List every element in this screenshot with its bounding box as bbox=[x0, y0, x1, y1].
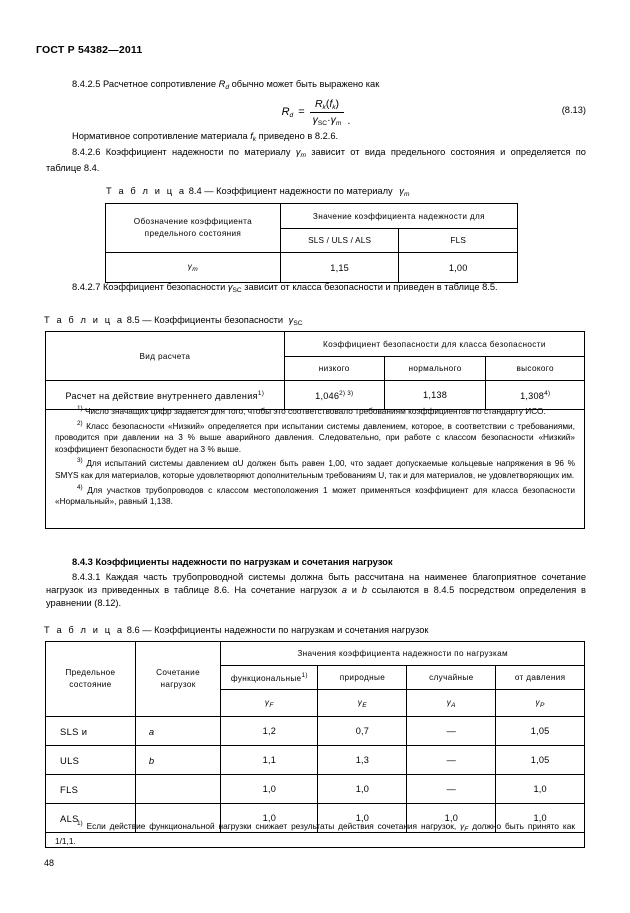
table-8-6-header-combination-line2: нагрузок bbox=[160, 680, 196, 689]
equation-8-13-number: (8.13) bbox=[561, 105, 586, 115]
footnote-2-marker: 2) bbox=[77, 419, 83, 427]
para-8426-prefix: 8.4.2.6 Коэффициент надежности по материалу bbox=[72, 147, 296, 158]
equation-lhs-symbol: R bbox=[281, 105, 290, 118]
table-8-6-row-3-natural: 1,0 bbox=[318, 804, 407, 833]
table-8-5-caption-number: 8.5 bbox=[126, 315, 140, 325]
footnote-3-marker: 3) bbox=[77, 457, 83, 465]
equation-8-13 bbox=[282, 98, 351, 127]
denominator-gamma-1: γ bbox=[312, 113, 318, 126]
footnote-1-marker: 1) bbox=[77, 405, 83, 412]
table-8-6-gamma-p-sub: P bbox=[539, 701, 545, 709]
table-8-6-row-3-pressure: 1,0 bbox=[496, 804, 585, 833]
table-8-6-row-1-natural: 1,3 bbox=[318, 746, 407, 775]
table-8-6-gamma-f: γ bbox=[264, 697, 270, 707]
table-8-5-footnote-3 bbox=[55, 455, 575, 481]
table-8-6-header-accidental: случайные bbox=[407, 666, 496, 690]
table-8-4-header-fls: FLS bbox=[399, 229, 518, 253]
table-8-6-row-2-functional: 1,0 bbox=[221, 775, 318, 804]
para-8426-variable-sub: m bbox=[300, 152, 306, 160]
denominator-gamma-2: γ bbox=[330, 113, 336, 126]
section-heading-8-4-3: 8.4.3 Коэффициенты надежности по нагрузкам и сочетания нагрузок bbox=[72, 556, 393, 567]
table-8-6-footnote-text-part2: должно быть принято как 1/1,1. bbox=[55, 821, 575, 846]
denominator-gamma-2-subscript: m bbox=[335, 119, 342, 127]
table-8-6-caption-dash: — bbox=[142, 625, 152, 635]
paragraph-8-4-2-7-container bbox=[46, 281, 586, 297]
table-8-6 bbox=[45, 641, 585, 833]
equation-fraction bbox=[310, 98, 345, 127]
table-8-4-cell-fls-value: 1,00 bbox=[399, 253, 518, 283]
denominator-gamma-1-subscript: SC bbox=[317, 119, 328, 127]
table-8-4-cell-sls-value: 1,15 bbox=[280, 253, 399, 283]
para-8427-variable: γ bbox=[227, 282, 233, 292]
table-8-5-caption bbox=[44, 315, 302, 327]
para-8425-suffix: обычно может быть выражено как bbox=[228, 79, 380, 89]
equation-lhs-subscript: d bbox=[289, 111, 294, 119]
table-8-5-header-row-1 bbox=[46, 332, 585, 357]
numerator-paren-open: ( bbox=[325, 97, 330, 110]
table-8-6-symbol-natural bbox=[318, 690, 407, 717]
table-8-5-footnote-2 bbox=[55, 418, 575, 456]
table-8-6-caption-label: Т а б л и ц а bbox=[44, 625, 125, 635]
table-8-6-row-3-state: ALS bbox=[46, 804, 136, 833]
table-8-4-gamma-symbol: γ bbox=[187, 262, 193, 271]
table-8-6-row-1-pressure: 1,05 bbox=[496, 746, 585, 775]
footnote-2-text: Класс безопасности «Низкий» определяется при испытании системы давлением, которое, в соответствии с требованиями, проводится при давлении на 3 % выше аварийного давления. Следовательно, при работе с классом безопасности «Низкий» коэффициент безопасности будет на 3 % выше. bbox=[55, 420, 575, 454]
table-8-5-caption-dash: — bbox=[142, 315, 152, 325]
table-8-4-caption-symbol-sub: m bbox=[403, 191, 410, 198]
table-8-4-caption bbox=[106, 186, 409, 198]
table-8-6-row-3-accidental: 1,0 bbox=[407, 804, 496, 833]
table-8-6-header-limit-state-line2: состояние bbox=[69, 680, 112, 689]
table-8-6-gamma-e-sub: E bbox=[362, 701, 367, 709]
table-8-6-caption bbox=[44, 625, 428, 635]
paragraph-8-4-3-1-container bbox=[46, 571, 586, 611]
denominator-multiply-dot: · bbox=[327, 113, 331, 126]
table-8-4-gamma-subscript: m bbox=[192, 266, 199, 273]
table-8-6-row-0-functional: 1,2 bbox=[221, 717, 318, 746]
table-8-5-header-low: низкого bbox=[284, 357, 384, 381]
table-8-5-footnote-1 bbox=[55, 403, 575, 418]
table-8-6-gamma-p: γ bbox=[535, 697, 540, 707]
table-row bbox=[46, 775, 585, 804]
table-8-6-footnote-1 bbox=[55, 818, 575, 847]
table-8-6-gamma-f-sub: F bbox=[269, 701, 274, 709]
document-standard-header: ГОСТ Р 54382—2011 bbox=[36, 44, 143, 56]
table-8-6-row-1-accidental: — bbox=[407, 746, 496, 775]
table-8-6-header-limit-state bbox=[46, 642, 136, 717]
table-8-6-row-0-state: SLS и bbox=[46, 717, 136, 746]
para-8431-combination-b: b bbox=[361, 585, 367, 596]
numerator-arg-symbol: f bbox=[329, 97, 333, 110]
table-8-5-low-value: 1,046 bbox=[315, 390, 340, 401]
para-8426-variable: γ bbox=[295, 147, 301, 158]
numerator-symbol: R bbox=[314, 97, 323, 110]
paragraph-group-8-4-2-6 bbox=[46, 130, 586, 176]
table-8-6-row-2-pressure: 1,0 bbox=[496, 775, 585, 804]
table-8-6-caption-number: 8.6 bbox=[126, 625, 140, 635]
para-8427-suffix: зависит от класса безопасности и приведен в таблице 8.5. bbox=[241, 282, 498, 292]
table-8-6-caption-text: Коэффициенты надежности по нагрузкам и сочетания нагрузок bbox=[154, 625, 429, 635]
para-8426-suffix: зависит от вида предельного состояния и определяется по таблице 8.4. bbox=[46, 147, 586, 174]
table-8-6-symbol-accidental bbox=[407, 690, 496, 717]
para-8431-part2: ссылаются в 8.4.5 посредством определения в уравнении (8.12). bbox=[46, 585, 586, 609]
table-8-4-header-designation-line2: предельного состояния bbox=[144, 229, 242, 238]
table-8-6-row-1-combination: b bbox=[135, 746, 220, 775]
para-8431-combination-a: a bbox=[341, 585, 347, 596]
table-8-6-header-natural: природные bbox=[318, 666, 407, 690]
table-8-4-caption-symbol: γ bbox=[399, 186, 404, 196]
table-8-6-header-limit-state-line1: Предельное bbox=[65, 668, 116, 677]
table-8-6-header-functional-text: функциональные bbox=[230, 674, 302, 683]
table-8-6-row-2-combination bbox=[135, 775, 220, 804]
table-8-4-header-designation-line1: Обозначение коэффициента bbox=[133, 217, 253, 226]
table-8-5-caption-label: Т а б л и ц а bbox=[44, 315, 125, 325]
table-8-6-header-combination bbox=[135, 642, 220, 717]
table-8-5-label-text: Расчет на действие внутреннего давления bbox=[65, 390, 258, 401]
table-8-6-row-2-natural: 1,0 bbox=[318, 775, 407, 804]
para-norm-prefix: Нормативное сопротивление материала bbox=[72, 131, 251, 141]
paragraph-8-4-3-1 bbox=[46, 571, 586, 611]
table-8-6-row-1-state: ULS bbox=[46, 746, 136, 775]
equation-trailing-punctuation: . bbox=[347, 114, 351, 127]
table-8-6-row-0-combination: a bbox=[135, 717, 220, 746]
table-8-6-row-3-functional: 1,0 bbox=[221, 804, 318, 833]
para-8431-conjunction: и bbox=[346, 585, 362, 596]
equation-denominator bbox=[310, 113, 345, 127]
table-8-6-header-pressure: от давления bbox=[496, 666, 585, 690]
table-8-4-caption-label: Т а б л и ц а bbox=[106, 186, 187, 196]
table-8-6-row-0-natural: 0,7 bbox=[318, 717, 407, 746]
table-8-6-gamma-a: γ bbox=[446, 697, 452, 707]
table-8-4-caption-dash: — bbox=[204, 186, 214, 196]
table-8-6-header-functional-footnote-marker: 1) bbox=[301, 672, 308, 679]
footnote-3-text: Для испытаний системы давлением αU должен быть равен 1,00, что задает допускаемые кольцевые напряжения в 96 % SMYS как для материалов, которые удовлетворяют дополнительным требованиям U, так и для материалов, не удовлетворяющих им. bbox=[55, 458, 576, 480]
table-8-5-low-footnote-marker: 2) 3) bbox=[339, 389, 354, 397]
footnote-1-text: Число значащих цифр задается для того, чтобы это соответствовало требованиям коэффициентов по стандарту ИСО. bbox=[85, 406, 546, 416]
numerator-paren-close: ) bbox=[335, 97, 340, 110]
table-8-6-header-combination-line1: Сочетание bbox=[156, 668, 200, 677]
paragraph-8-4-2-5 bbox=[46, 78, 586, 94]
table-8-5-footnote-4 bbox=[55, 482, 575, 508]
equation-numerator bbox=[312, 98, 342, 112]
table-8-5-header-group: Коэффициент безопасности для класса безопасности bbox=[284, 332, 584, 357]
table-8-4-data-row bbox=[106, 253, 518, 283]
para-8427-variable-sub: SC bbox=[232, 287, 242, 294]
para-8427-prefix: 8.4.2.7 Коэффициент безопасности bbox=[72, 282, 228, 292]
table-8-5-label-footnote-marker: 1) bbox=[257, 389, 265, 397]
table-8-6-symbol-pressure bbox=[496, 690, 585, 717]
paragraph-8-4-2-7 bbox=[46, 281, 586, 297]
para-8425-variable: R bbox=[218, 79, 226, 89]
table-8-6-header-row-1 bbox=[46, 642, 585, 666]
numerator-subscript: k bbox=[322, 103, 326, 111]
table-8-4-header-row-1 bbox=[106, 204, 518, 229]
paragraph-normative-resistance bbox=[46, 130, 586, 146]
table-8-4 bbox=[105, 203, 518, 283]
table-8-5-header-calc-type: Вид расчета bbox=[46, 332, 285, 381]
table-8-4-header-designation bbox=[106, 204, 281, 253]
table-8-6-gamma-e: γ bbox=[357, 697, 363, 707]
table-8-6-footnote-marker: 1) bbox=[77, 820, 83, 827]
table-8-5-caption-text: Коэффициенты безопасности bbox=[154, 315, 284, 325]
table-8-4-header-sls-uls-als: SLS / ULS / ALS bbox=[280, 229, 399, 253]
table-8-5-footnotes bbox=[45, 398, 585, 529]
numerator-arg-subscript: k bbox=[332, 103, 336, 111]
para-8431-part1: 8.4.3.1 Каждая часть трубопроводной системы должна быть рассчитана на наименее благоприятное сочетание нагрузок из приведенных в таблице 8.6. На сочетание нагрузок bbox=[46, 572, 586, 596]
table-8-4-caption-text: Коэффициент надежности по материалу bbox=[216, 186, 393, 196]
table-8-5-high-footnote-marker: 4) bbox=[544, 389, 551, 397]
table-8-5-high-value: 1,308 bbox=[520, 390, 545, 401]
para-8425-variable-sub: d bbox=[225, 84, 229, 91]
equation-lhs bbox=[282, 106, 294, 119]
para-norm-variable-sub: k bbox=[252, 136, 257, 143]
table-8-6-row-2-accidental: — bbox=[407, 775, 496, 804]
table-8-5-header-high: высокого bbox=[486, 357, 585, 381]
table-8-6-footnote-gamma: γ bbox=[460, 821, 465, 831]
table-8-6-row-1-functional: 1,1 bbox=[221, 746, 318, 775]
table-row bbox=[46, 717, 585, 746]
equation-8-13-row bbox=[46, 94, 586, 130]
table-8-6-row-0-accidental: — bbox=[407, 717, 496, 746]
table-8-6-footnote-text-part1: Если действие функциональной нагрузки снижает результаты действия сочетания нагрузок, bbox=[86, 821, 461, 831]
para-norm-suffix: приведено в 8.2.6. bbox=[256, 131, 339, 141]
table-8-4-caption-number: 8.4 bbox=[188, 186, 202, 196]
table-8-4-header-group: Значение коэффициента надежности для bbox=[280, 204, 517, 229]
table-8-6-header-group: Значения коэффициента надежности по нагрузкам bbox=[221, 642, 585, 666]
table-8-5-caption-symbol-sub: SC bbox=[293, 320, 303, 327]
page-number: 48 bbox=[44, 858, 55, 868]
table-8-6-footnotes bbox=[45, 813, 585, 848]
table-8-5-header-normal: нормального bbox=[384, 357, 486, 381]
table-8-5-caption-symbol: γ bbox=[288, 315, 294, 325]
para-norm-variable: f bbox=[250, 131, 253, 141]
table-8-6-footnote-gamma-sub: F bbox=[464, 826, 469, 833]
paragraph-8-4-2-6 bbox=[46, 146, 586, 175]
table-8-6-symbol-functional bbox=[221, 690, 318, 717]
paragraph-8-4-2-5-container bbox=[46, 78, 586, 94]
table-8-6-row-0-pressure: 1,05 bbox=[496, 717, 585, 746]
footnote-4-text: Для участков трубопроводов с классом местоположения 1 может применяться коэффициент для класса безопасности «Нормальный», равный 1,138. bbox=[55, 484, 575, 507]
table-8-6-header-functional bbox=[221, 666, 318, 690]
table-8-6-row-2-state: FLS bbox=[46, 775, 136, 804]
table-8-6-gamma-a-sub: A bbox=[451, 701, 456, 709]
table-8-5-cell-normal: 1,138 bbox=[384, 381, 486, 410]
equation-equals-sign: = bbox=[298, 106, 305, 118]
footnote-4-marker: 4) bbox=[77, 483, 83, 491]
table-8-4-cell-symbol bbox=[106, 253, 281, 283]
para-8425-prefix: 8.4.2.5 Расчетное сопротивление bbox=[72, 79, 219, 89]
table-row bbox=[46, 746, 585, 775]
